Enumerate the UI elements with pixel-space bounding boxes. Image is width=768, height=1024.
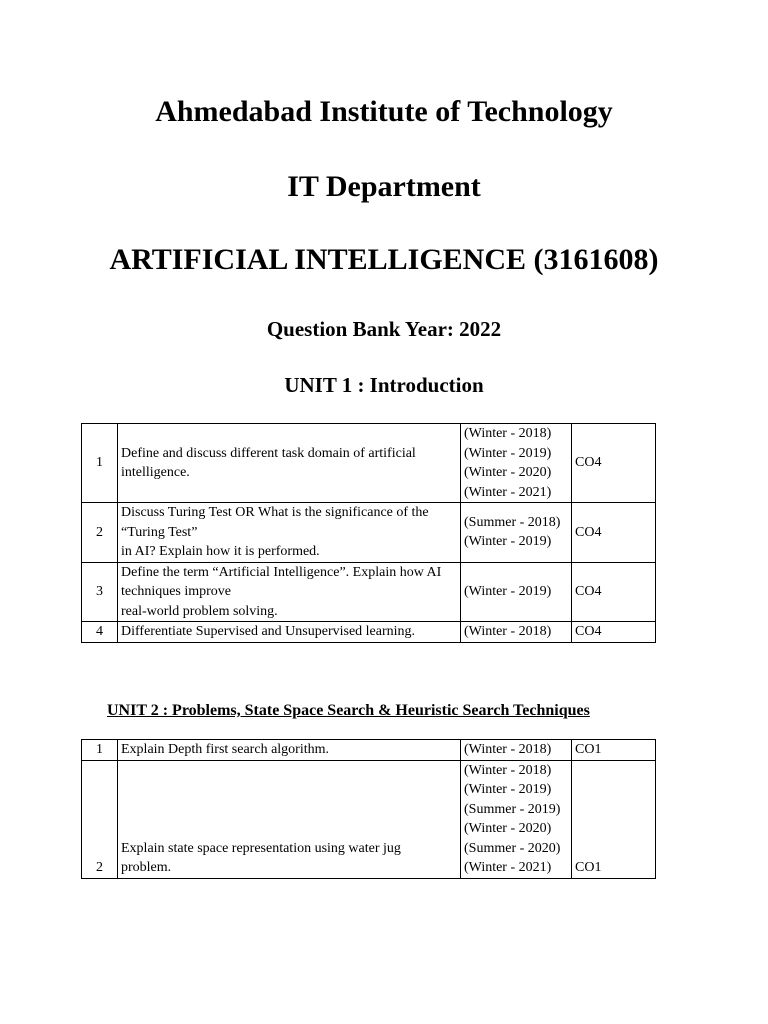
institute-title: Ahmedabad Institute of Technology [155,95,613,128]
department-title: IT Department [287,170,481,203]
course-outcome: CO4 [572,424,656,503]
question-text [118,760,461,878]
exam-session: (Winter - 2021) [464,484,552,500]
exam-sessions [461,740,572,761]
question-line: in AI? Explain how it is performed. [121,544,320,559]
unit1-rows [82,424,656,643]
exam-session: (Winter - 2020) [464,821,552,836]
question-line: Explain Depth first search algorithm. [121,742,329,757]
question-text [118,740,461,761]
course-outcome: CO4 [572,562,656,622]
course-outcome: CO1 [572,740,656,761]
exam-session: (Winter - 2019) [464,782,552,797]
question-text [118,622,461,643]
exam-session: (Winter - 2019) [464,534,552,550]
exam-sessions [461,424,572,503]
question-line: real-world problem solving. [121,603,278,619]
exam-sessions [461,622,572,643]
question-text [118,503,461,563]
table-row [82,424,656,503]
question-bank-title: Question Bank Year: 2022 [266,317,502,341]
table-row [82,740,656,761]
unit1-title: UNIT 1 : Introduction [284,373,484,397]
question-number: 2 [82,760,118,878]
question-line: techniques improve [121,584,232,599]
exam-session: (Winter - 2018) [464,742,552,757]
question-number: 3 [82,562,118,622]
exam-session: (Winter - 2018) [464,624,552,639]
question-text [118,424,461,503]
question-line: Differentiate Supervised and Unsupervised learning. [121,624,416,639]
question-number: 1 [82,424,118,503]
exam-sessions [461,760,572,878]
exam-session: (Summer - 2018) [464,514,561,530]
question-text [118,562,461,622]
course-outcome: CO4 [572,503,656,563]
question-line: Explain state space representation using water jug [121,840,401,856]
question-number: 1 [82,740,118,761]
exam-sessions [461,503,572,563]
exam-session: (Winter - 2018) [464,762,552,778]
course-outcome: CO1 [572,760,656,878]
unit2-question-table [81,739,656,879]
table-row [82,562,656,622]
question-line: problem. [121,860,172,875]
exam-session: (Winter - 2021) [464,860,552,875]
table-row [82,622,656,643]
question-line: Define and discuss different task domain of artificial [121,445,416,461]
unit1-question-table [81,423,656,643]
exam-session: (Winter - 2020) [464,465,552,480]
question-number: 2 [82,503,118,563]
exam-session: (Summer - 2020) [464,840,561,856]
exam-session: (Summer - 2019) [464,801,561,817]
question-line: Define the term “Artificial Intelligence”. Explain how AI [121,564,442,580]
exam-sessions [461,562,572,622]
exam-session: (Winter - 2019) [464,445,552,461]
question-line: intelligence. [121,465,190,480]
question-line: “Turing Test” [121,524,198,540]
table-row [82,760,656,878]
unit2-rows [82,740,656,879]
question-number: 4 [82,622,118,643]
unit2-title: UNIT 2 : Problems, State Space Search & Heuristic Search Techniques [107,702,590,719]
exam-session: (Winter - 2018) [464,426,552,441]
question-line: Discuss Turing Test OR What is the significance of the [121,505,429,520]
course-outcome: CO4 [572,622,656,643]
table-row [82,503,656,563]
exam-session: (Winter - 2019) [464,584,552,599]
course-title: ARTIFICIAL INTELLIGENCE (3161608) [109,243,659,276]
